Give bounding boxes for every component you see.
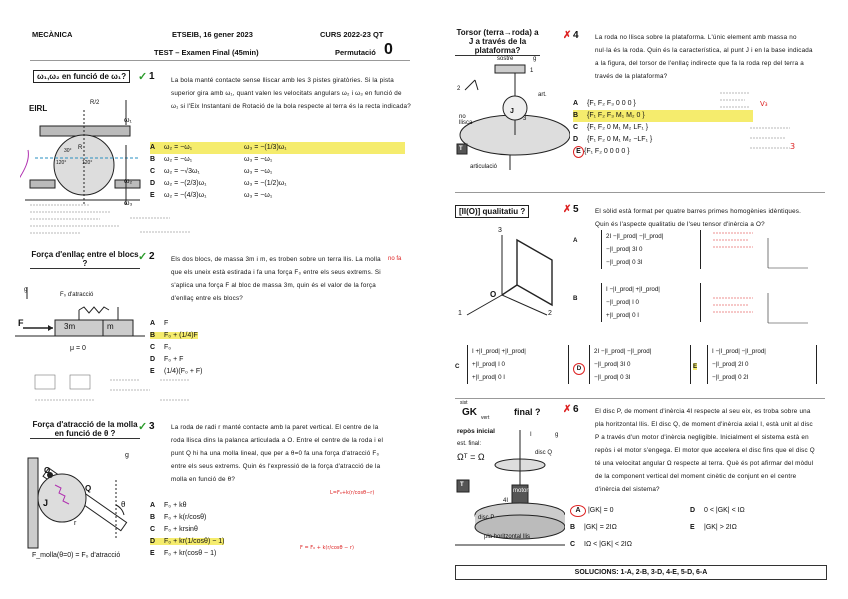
q3-option-e[interactable]: E F₀ + kr(cosθ − 1) <box>150 550 217 557</box>
q6-g-label: g <box>555 432 559 438</box>
q4-articulacio-label: articulació <box>470 164 498 170</box>
q2-topic-box: Força d'enllaç entre el blocs ? <box>31 250 139 268</box>
q3-option-d[interactable]: D F₀ + kr(1/cosθ) − 1) <box>150 538 225 545</box>
q3-option-b[interactable]: B F₀ + k(r/cosθ) <box>150 514 207 521</box>
q4-divider <box>455 192 825 193</box>
q6-discQ-label: disc Q <box>535 450 553 456</box>
q3-formula: F_molla(θ=0) = F₀ d'atracció <box>32 552 121 559</box>
q1-check-icon: ✓ <box>138 71 148 83</box>
q5-cross-icon: ✗ <box>563 204 572 215</box>
q6-option-c[interactable]: C IΩ < |GK| < 2IΩ <box>570 541 632 548</box>
q3-g-label: g <box>125 452 129 459</box>
q5-handwritten-notes <box>708 228 818 338</box>
q3-option-a[interactable]: A F₀ + kθ <box>150 502 187 509</box>
q1-option-b[interactable]: B ω₂ = −ω₁ ω₃ = −ω₁ <box>150 156 273 163</box>
q2-option-c[interactable]: C F₀ <box>150 344 172 351</box>
q6-rest-label: repòs inicial <box>457 428 495 435</box>
q6-box-main: GK <box>462 407 477 418</box>
q2-option-d[interactable]: D F₀ + F <box>150 356 184 363</box>
q1-option-c[interactable]: C ω₂ = −√3ω₁ ω₃ = −ω₁ <box>150 168 273 175</box>
q4-cross-icon: ✗ <box>563 30 572 41</box>
q6-4i-label: 4I <box>503 498 509 504</box>
q2-3m-label: 3m <box>64 322 76 331</box>
q2-spring-label: F₀ d'atracció <box>60 292 94 298</box>
q5-option-c[interactable]: C I +|I_prod| +|I_prod| +|I_prod| I 0 +|I_prod| 0 I <box>455 363 459 370</box>
q6-option-a[interactable]: A |GK| = 0 <box>570 505 614 517</box>
q2-option-e[interactable]: E (1/4)(F₀ + F) <box>150 368 203 375</box>
q1-options <box>150 142 405 202</box>
q1-handwritten-notes <box>30 200 210 240</box>
q2-check-icon: ✓ <box>138 251 148 263</box>
q1-number: 1 <box>149 71 155 82</box>
q5-option-d[interactable]: D 2I −|I_prod| −|I_prod| −|I_prod| 3I 0 −|I_prod| 0 3I <box>573 363 585 375</box>
q3-topic-box: Força d'atracció de la molla en funció de θ ? <box>30 420 140 439</box>
q5-o-label: O <box>490 290 497 299</box>
q1-r-label: R <box>78 145 83 151</box>
q5-option-b[interactable]: B I −|I_prod| +|I_prod| −|I_prod| I 0 +|I_prod| 0 I <box>573 295 577 302</box>
q4-number: 4 <box>573 30 579 41</box>
q2-g-label: g <box>24 287 28 293</box>
q2-number: 2 <box>149 251 155 262</box>
q2-options <box>150 318 390 378</box>
q6-motor-label: motor <box>513 488 529 494</box>
q6-box-suffix: final ? <box>514 407 541 417</box>
q5-option-e[interactable]: E I −|I_prod| −|I_prod| −|I_prod| 2I 0 −|I_prod| 0 2I <box>693 363 697 370</box>
q2-mu-label: μ = 0 <box>70 345 86 352</box>
q1-eirl-label: EIRL <box>29 104 48 113</box>
exam-title: TEST – Examen Final (45min) <box>154 48 259 57</box>
q1-text: La bola manté contacte sense lliscar amb les 3 pistes giratòries. Si la pista superior gira amb ω₁, quant valen les velocitats angulars ω₂ i ω₃ en funció de ω₁ si l'Eix Instantani de Rotació de la bola respecte al terra és la recta indicada? <box>171 77 411 110</box>
q1-w2-label: ω₂ <box>124 178 133 185</box>
q3-option-c[interactable]: C F₀ + krsinθ <box>150 526 198 533</box>
q3-options <box>150 500 400 560</box>
q4-t-label: T <box>459 146 463 152</box>
course: CURS 2022-23 QT <box>320 30 384 39</box>
q4-option-d[interactable]: D {F₁ F₂ 0 M₁ M₂ −LF₁ } <box>573 136 653 143</box>
q6-discP-label: disc P <box>478 515 495 521</box>
q6-t-label: T <box>460 482 464 488</box>
q5-divider <box>455 398 825 399</box>
q5-option-a[interactable]: A 2I −|I_prod| −|I_prod| −|I_prod| 3I 0 −|I_prod| 0 3I <box>573 237 577 244</box>
q2-option-b[interactable]: B F₀ + (1/4)F <box>150 332 198 339</box>
q2-f-label: F <box>18 318 24 328</box>
q4-option-c[interactable]: C {F₁ F₂ 0 M₁ M₂ LF₁ } <box>573 124 649 131</box>
q3-figure <box>20 450 150 550</box>
solutions-box: SOLUCIONS: 1-A, 2-B, 3-D, 4-E, 5-D, 6-A <box>455 565 827 580</box>
q6-option-e[interactable]: E |GK| > 2IΩ <box>690 524 737 531</box>
q2-m-label: m <box>107 322 114 331</box>
q3-text: La roda de radi r manté contacte amb la paret vertical. El centre de la roda llisca dins la palanca articulada a O. Entre el centre de la roda i el punt Q hi ha una molla lineal, que per a θ=0 fa una força d'atracció F₀ entre els seus extrems. Quin és l'expressió de la força d'atracció de la molla en funció de θ? <box>171 424 384 483</box>
q2-option-a[interactable]: A F <box>150 320 169 327</box>
q1-option-a[interactable]: A ω₂ = −ω₁ ω₃ = −(1/3)ω₁ <box>150 142 405 154</box>
q1-option-e[interactable]: E ω₂ = −(4/3)ω₁ ω₃ = −ω₁ <box>150 192 273 199</box>
q4-art-label: art. <box>538 92 547 98</box>
q3-j-label: J <box>43 498 49 508</box>
q3-number: 3 <box>149 421 155 432</box>
q4-axis1: 1 <box>530 68 534 74</box>
header-rule <box>30 60 410 61</box>
q6-omega-label: Ωᵀ = Ω <box>457 452 485 462</box>
q5-axis3-label: 3 <box>498 227 502 234</box>
q4-red-3: 3 <box>790 142 796 151</box>
q6-cross-icon: ✗ <box>563 404 572 415</box>
q4-option-b[interactable]: B {F₁ F₂ F₃ M₁ M₂ 0 } <box>573 110 753 122</box>
q3-q-label: Q <box>85 484 92 493</box>
q1-angle-120a: 120° <box>56 160 67 166</box>
q5-figure <box>462 225 572 325</box>
q4-handwritten-notes <box>710 88 810 168</box>
q3-theta-label: θ <box>121 500 126 509</box>
q4-nollisca-label: no llisca <box>459 114 473 126</box>
q4-axis2: 2 <box>457 86 461 92</box>
permutation-value: 0 <box>384 41 393 58</box>
q1-option-d[interactable]: D ω₂ = −(2/3)ω₁ ω₃ = −(1/2)ω₁ <box>150 180 287 187</box>
permutation-label: Permutació <box>335 48 376 57</box>
q6-text: El disc P, de moment d'inèrcia 4I respecte al seu eix, es troba sobre una pla horitzontal llis. El disc Q, de moment d'inèrcia axial I, està unit al disc P a través d'un motor d'inèrcia negligible. Inicialment el sistema està en repòs i el motor s'engega. El motor que accelera el disc fins que el disc Q té una velocitat angular Ω respecte al terra. Què és pot afirmar del mòdul de la component vertical del moment cinètic de conjunt en el centre d'inèrcia del sistema? <box>595 408 815 493</box>
q5-text: El sòlid està format per quatre barres primes homogènies idèntiques. Quin és l'aspecte qualitatiu de l'seu tensor d'inèrcia a O? <box>595 208 802 228</box>
q4-j-label: J <box>510 108 514 115</box>
q5-topic-box: [II(O)] qualitatiu ? <box>455 205 529 218</box>
q6-option-b[interactable]: B |GK| = 2IΩ <box>570 524 617 531</box>
q1-angle-120b: 120° <box>82 160 93 166</box>
q3-r-label: r <box>74 520 77 527</box>
q6-option-d[interactable]: D 0 < |GK| < IΩ <box>690 507 745 514</box>
q2-handwritten-notes <box>30 370 200 415</box>
q3-red-note-2: F = F₀ + k(r/cosθ − r) <box>300 545 354 551</box>
q6-final-label: est. final: <box>457 441 482 447</box>
q4-red-v3: V₃ <box>760 100 768 108</box>
q4-option-e[interactable]: E {F₁ F₂ 0 0 0 0 } <box>573 146 753 158</box>
q2-text: Els dos blocs, de massa 3m i m, es troben sobre un terra llis. La molla que els uneix està estirada i fa una força F₀ entre els seus extrems. Si s'aplica una força F al bloc de massa 3m, quin és el valor de la força d'enllaç entre els blocs? <box>171 256 381 302</box>
q4-text: La roda no llisca sobre la plataforma. L'únic element amb massa no nul·la és la roda. Quin és la característica, al punt J i en la base indicada a la figura, del torsor de l'enllaç indirecte que fa la roda rep del terra a través de la plataforma? <box>595 34 813 80</box>
q5-number: 5 <box>573 204 579 215</box>
q6-i-label: I <box>530 432 532 438</box>
q1-w3-label: ω₃ <box>124 200 133 207</box>
q4-g-label: g <box>533 56 537 62</box>
q3-red-note-1: L=F₀+k(r/cosθ−r) <box>330 490 375 496</box>
q6-box-sup: sist <box>460 400 468 406</box>
q6-pla-label: pla horitzontal llis <box>483 534 531 540</box>
q1-r2-label: R/2 <box>90 100 100 106</box>
q5-axis2-label: 2 <box>548 310 552 317</box>
q3-o-label: O <box>44 466 51 475</box>
subject: MECÀNICA <box>32 30 73 39</box>
q6-box-sub: vert <box>481 415 490 421</box>
q1-angle-30: 30° <box>64 148 72 154</box>
q5-axis1-label: 1 <box>458 310 462 317</box>
q2-red-note: no fa <box>388 256 402 262</box>
q1-topic-box: ω₁,ω₂ en funció de ω₁? <box>33 70 130 83</box>
q4-topic-box: Torsor (terra→roda) a J a través de la plataforma? <box>456 28 539 55</box>
school-date: ETSEIB, 16 gener 2023 <box>172 30 253 39</box>
q4-option-a[interactable]: A {F₁ F₂ F₃ 0 0 0 } <box>573 100 636 107</box>
q3-check-icon: ✓ <box>138 421 148 433</box>
q6-number: 6 <box>573 404 579 415</box>
q4-sostre-label: sostre <box>497 56 514 62</box>
q4-axis3: 3 <box>523 116 527 122</box>
q1-w1-label: ω₁ <box>124 117 132 124</box>
